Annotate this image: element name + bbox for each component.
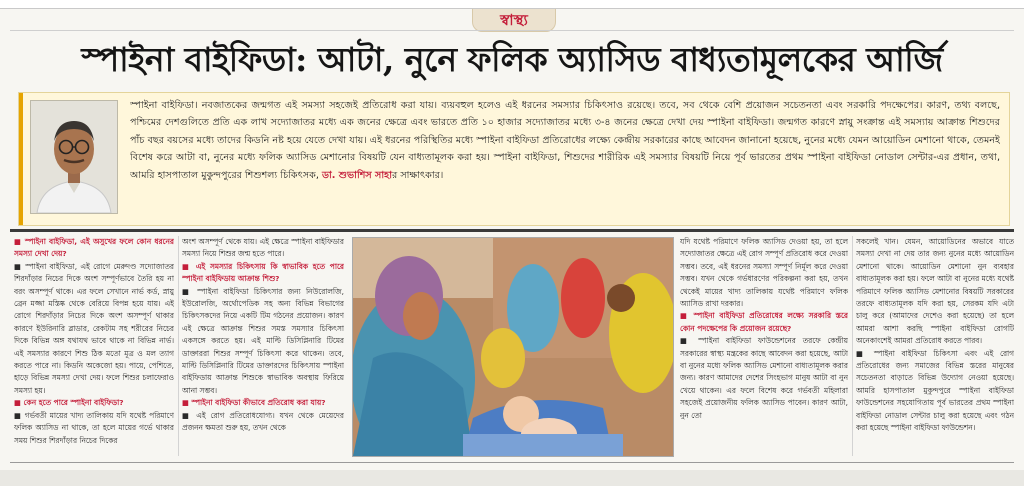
answer-5: ■ স্পাইনা বাইফিডা ফাউন্ডেশনের তরফে কেন্দ্রীয় সরকারের স্বাস্থ্য মন্ত্রকের কাছে আবেদন করা হয়েছে, আটা বা নুনের মধ্যে ফলিক অ্যাসিড মেশানো বাধ্যতামূলক করার জন্য। কারণ আমাদের দেশের সিংহভাগ মানুষ আটা বা নুন খেয়ে থাকেন। এর ফলে বিশেষ করে গর্ভবতী মহিলারা সহজেই প্রয়োজনীয় ফলিক অ্যাসিড পাবেন। কারণ আটা, নুন তো [680,336,848,420]
question-3: ■ এই সমস্যার চিকিৎসায় কি স্বাভাবিক হতে পারে স্পাইনা বাইফিডায় আক্রান্ত শিশু? [182,261,344,284]
intro-ending: র সাক্ষাৎকার। [392,169,444,181]
photo-icon [353,238,673,456]
page-bottom-edge [0,470,1024,486]
headline: স্পাইনা বাইফিডা: আটা, নুনে ফলিক অ্যাসিড বাধ্যতামূলকের আর্জি [81,40,943,79]
answer-4: ■ এই রোগ প্রতিরোধযোগ্য। যখন থেকে মেয়েদের প্রজনন ক্ষমতা শুরু হয়, তখন থেকে [182,410,344,433]
question-1: ■ স্পাইনা বাইফিডা, এই অসুখের ফলে কোন ধরনের সমস্যা দেখা দেয়? [14,237,174,259]
question-5: ■ স্পাইনা বাইফিডা প্রতিরোধের লক্ষ্যে সরকারি স্তরে কোন পদক্ষেপের কি প্রয়োজন রয়েছে? [680,311,848,333]
intro-bottom-rule [10,229,1014,232]
intro-body: স্পাইনা বাইফিডা। নবজাতকের জন্মগত এই সমস্যা সহজেই প্রতিরোধ করা যায়। ব্যয়বহুল হলেও এই ধরনের সমস্যার চিকিৎসাও রয়েছে। তবে, সব থেকে বেশি প্রয়োজন সচেতনতা এবং সরকারি পদক্ষেপের। কারণ, তথ্য বলছে, পশ্চিমের দেশগুলিতে প্রতি এক লাখ সদ্যোজাতর মধ্যে এক জনের ক্ষেত্রে এবং ভারতে প্রতি ১০ হাজার সদ্যোজাতর মধ্যে ৩-৪ জনের ক্ষেত্রে দেখা দেয় স্পাইনা বাইফিডা। জন্মগত কারণে স্নায়ু সংক্রান্ত এই সমস্যায় আক্রান্ত শিশুদের পাঁচ বছর বয়সের মধ্যে তাদের কিডনি নষ্ট হয়ে যেতে দেখা যায়। এই ধরনের পরিস্থিতির মধ্যে স্পাইনা বাইফিডা প্রতিরোধের লক্ষ্যে কেন্দ্রীয় সরকারের কাছে আবেদন জানানো হয়েছে, নুনের মধ্যে যেমন আয়োডিন মেশানো থাকে, তেমনই বিশেষ করে আটা বা, নুনের মধ্যে ফলিক অ্যাসিড মেশানোর বিষয়টি যেন বাধ্যতামূলক করা হয়। স্পাইনা বাইফিডা, শিশুদের শারীরিক এই সমস্যার বিষয়টি নিয়ে পূর্ব ভারতের প্রথম স্পাইনা বাইফিডা নোডাল সেন্টার-এর প্রধান, তথা, আমরি হাসপাতাল মুকুন্দপুরের শিশুশল্য চিকিৎসক, [130,100,1000,181]
answer-4-continued: যদি যথেষ্ট পরিমাণে ফলিক অ্যাসিড দেওয়া হয়, তা হলে সদ্যোজাতর ক্ষেত্রে এই রোগ সম্পূর্ণ প্রতিরোধ করে দেওয়া সম্ভব। তবে, এই ধরনের সমস্যা সম্পূর্ণ নির্মূল করে দেওয়া সম্ভব। যখন থেকে গর্ভধারণের পরিকল্পনা করা হয়, তখন থেকেই মায়ের খাদ্য তালিকায় যথেষ্ট পরিমাণে ফলিক অ্যাসিড রাখা দরকার। [680,237,848,309]
answer-2-continued: অংশ অসম্পূর্ণ থেকে যায়। এই ক্ষেত্রে স্পাইনা বাইফিডার সমস্যা নিয়ে শিশুর জন্ম হতে পারে। [182,237,344,259]
answer-3: ■ স্পাইনা বাইফিডা চিকিৎসার জন্য নিউরোলজি, ইউরোলজি, অর্থোপেডিক সহ অন্য বিভিন্ন বিভাগের চিকিৎসকদের নিয়ে একটি টিম গঠনের প্রয়োজন। কারণ এই ক্ষেত্রে আক্রান্ত শিশুর সমস্ত সমস্যার চিকিৎসা একসঙ্গে করতে হয়। এই মাল্টি ডিসিপ্লিনারি টিমের ডাক্তাররা শিশুর সম্পূর্ণ চিকিৎসা করে থাকেন। তবে, মাল্টি ডিসিপ্লিনারি টিমের ডাক্তারদের চিকিৎসায় স্পাইনা বাইফিডায় আক্রান্ত শিশুকে স্বাভাবিক অবস্থায় ফিরিয়ে আনা সম্ভব। [182,286,344,395]
answer-6: ■ স্পাইনা বাইফিডা চিকিৎসা এবং এই রোগ প্রতিরোধের জন্য সমাজের বিভিন্ন স্তরের মানুষের সচেতনতা বাড়াতে বিভিন্ন উদ্যোগ নেওয়া হয়েছে। আমরি হাসপাতাল মুকুন্দপুরে স্পাইনা বাইফিডা ফাউন্ডেশনের সহযোগিতায় পূর্ব ভারতের প্রথম স্পাইনা বাইফিডা নোডাল সেন্টার চালু করা হয়েছে এবং গঠন করা হয়েছে স্পাইনা বাইফিডা ফাউন্ডেশন। [856,348,1014,433]
doctor-name: ডা. শুভাশিস সাহা [321,169,392,181]
mother-infant-photo [352,237,674,457]
answer-5-continued: সকলেই খান। যেমন, আয়োডিনের অভাবে যাতে সমস্যা দেখা না দেয় তার জন্য নুনের মধ্যে আয়োডিন মেশানো থাকে। আয়োডিন মেশানো নুন ব্যবহার বাধ্যতামূলক করা হয়। ফলে আটা বা নুনের মধ্যে যথেষ্ট পরিমাণে ফলিক অ্যাসিড মেশানোর বিষয়টি সরকারের তরফে বাধ্যতামূলক যদি করা হয়, সেরকম যদি এটা চালু করে (আমাদের দেশেও করা হয়েছে) তা হলে আমরা আশা করছি স্পাইনা বাইফিডা রোগটি অনেকাংশেই আমরা প্রতিরোধ করতে পারব। [856,237,1014,346]
article-column-2 [182,236,344,458]
intro-accent-bar [19,93,23,225]
question-4: ■ স্পাইনা বাইফিডা কীভাবে প্রতিরোধ করা যায়? [182,398,326,408]
page-top-strip [0,0,1024,9]
article-column-1 [14,236,174,458]
bottom-rule [10,462,1014,463]
answer-1: ■ স্পাইনা বাইফিডা, এই রোগে মেরুদণ্ড সদ্যোজাতর শিরদাঁড়ার নিচের দিকে অংশ সম্পূর্ণভাবে তৈরি হয় না বরং অসম্পূর্ণ থাকে। এর ফলে সেখানে নার্ভ কর্ড, স্নায়ু ব্রেন মজ্জা মস্তিষ্ক থেকে বেরিয়ে বিপন্ন হয়ে যায়। এই রোগে শিরদাঁড়ার নিচের দিকে অংশ অসম্পূর্ণ থাকার কারণে ইউরিনারি ব্লাডার, রেকটাম সহ শরীরের নিচের দিকে বিভিন্ন অঙ্গ যথাযথ ভাবে থাকে না বিভিন্ন নার্ভ। এই সমস্যার কারণে শিশু ঠিক মতো মূত্র ও মল ত্যাগ করতে পারে না। কিডনি অকেজো হয়। পায়ে, পেশিতে, হাড়ে বিভিন্ন সমস্যা দেখা দেয়। ফলে শিশুর চলাফেরাও সমস্যা হয়। [14,261,174,395]
question-2: ■ কেন হতে পারে স্পাইনা বাইফিডা? [14,398,124,408]
article-column-3 [680,236,848,458]
answer-2: ■ গর্ভবতী মায়ের খাদ্য তালিকায় যদি যথেষ্ট পরিমাণে ফলিক অ্যাসিড না থাকে, তা হলে মায়ের গর্ভে থাকার সময় শিশুর শিরদাঁড়ার নিচের দিকের [14,410,174,445]
article-column-4 [856,236,1014,458]
section-label: স্বাস্থ্য [472,9,556,32]
portrait-icon [31,101,117,213]
column-divider [852,236,853,456]
doctor-portrait [30,100,118,214]
top-divider [10,30,1014,31]
column-divider [178,236,179,456]
intro-paragraph [130,97,1000,221]
